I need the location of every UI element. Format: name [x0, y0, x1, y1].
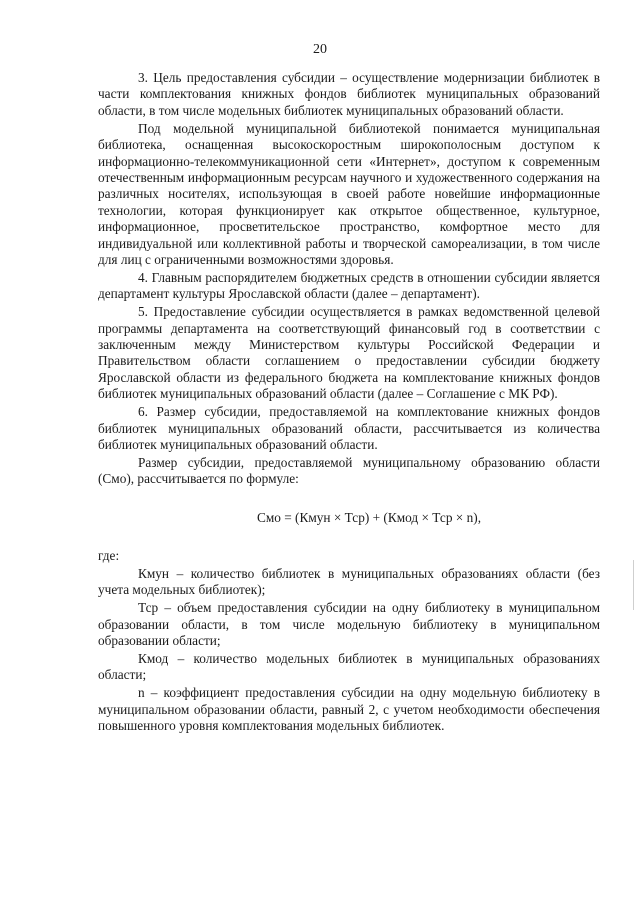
document-body: [98, 70, 600, 736]
definition-tsr: Тср – объем предоставления субсидии на одну библиотеку в муниципальном образовании области, в том числе модельную библиотеку в муниципальном образовании области;: [98, 600, 600, 649]
where-label: где:: [98, 548, 120, 564]
page-number: 20: [313, 42, 327, 57]
paragraph-model-library-definition: Под модельной муниципальной библиотекой понимается муниципальная библиотека, оснащенная высокоскоростным широкополосным доступом к информационно-телекоммуникационной сети «Интернет», доступом к современным отечественным информационным ресурсам научного и художественного содержания на различных носителях, использующая в своей работе новейшие информационные технологии, которая функционирует как открытое общественное, культурное, информационное, просветительское пространство, комфортное место для индивидуальной или коллективной работы и творческой самореализации, в том числе для лиц с ограниченными возможностями здоровья.: [98, 120, 600, 267]
paragraph-formula-intro: Размер субсидии, предоставляемой муниципальному образованию области (Смо), рассчитывается по формуле:: [98, 454, 600, 487]
paragraph-purpose: 3. Цель предоставления субсидии – осуществление модернизации библиотек в части комплектования книжных фондов библиотек муниципальных образований области, в том числе модельных библиотек муниципальных образований области.: [98, 70, 600, 118]
definition-kmun: Кмун – количество библиотек в муниципальных образованиях области (без учета модельных библиотек);: [98, 565, 600, 598]
definition-kmod: Кмод – количество модельных библиотек в муниципальных образованиях области;: [98, 651, 600, 683]
paragraph-program: 5. Предоставление субсидии осуществляется в рамках ведомственной целевой программы департамента на соответствующий финансовый год в соответствии с заключенным между Министерством культуры Российской Федерации и Правительством области соглашением о предоставлении субсидии бюджету Ярославской области из федерального бюджета на комплектование книжных фондов библиотек муниципальных образований области (далее – Соглашение с МК РФ).: [98, 304, 600, 402]
definition-n: n – коэффициент предоставления субсидии на одну модельную библиотеку в муниципальном образовании области, равный 2, с учетом необходимости обеспечения повышенного уровня комплектования модельных библиотек.: [98, 685, 600, 734]
paragraph-budget-administrator: 4. Главным распорядителем бюджетных средств в отношении субсидии является департамент культуры Ярославской области (далее – департамент).: [98, 269, 600, 302]
formula: Смо = (Кмун × Тср) + (Кмод × Тср × n),: [256, 509, 482, 525]
paragraph-subsidy-size: 6. Размер субсидии, предоставляемой на комплектование книжных фондов библиотек муниципальных образований области, рассчитывается из количества библиотек муниципальных образований области.: [98, 404, 600, 452]
scan-edge-mark: [633, 560, 634, 610]
